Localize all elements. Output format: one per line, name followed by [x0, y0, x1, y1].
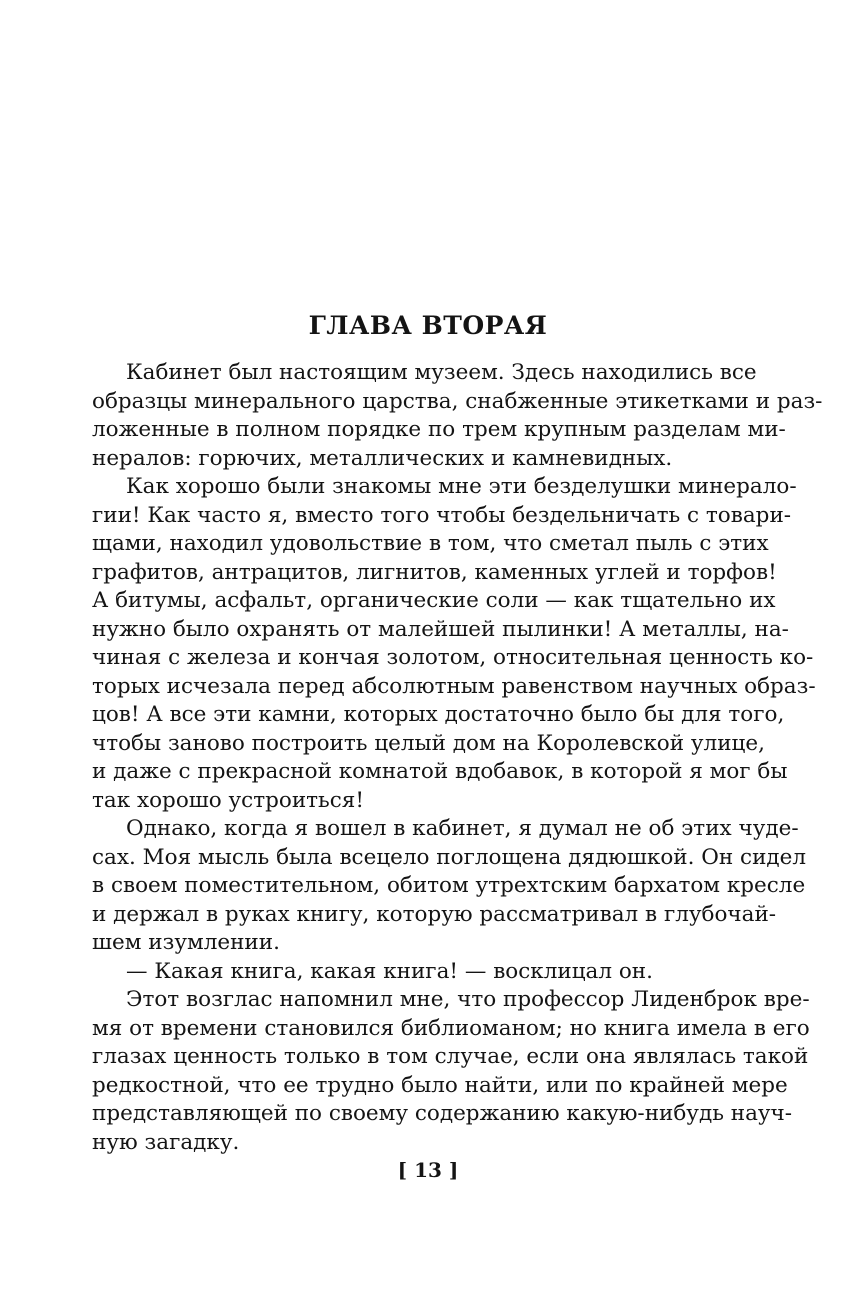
text-line: чтобы заново построить целый дом на Королевской улице,: [92, 730, 765, 756]
text-line: в своем поместительном, обитом утрехтским бархатом кресле: [92, 873, 806, 898]
text-line: и даже с прекрасной комнатой вдобавок, в которой я мог бы: [92, 759, 788, 784]
text-line: мя от времени становился библиоманом; но книга имела в его: [92, 1015, 810, 1041]
text-line: и держал в руках книгу, которую рассматривал в глубочай-: [92, 901, 777, 927]
page-number: [ 13 ]: [397, 1158, 459, 1182]
text-line: А битумы, асфальт, органические соли — как тщательно их: [92, 588, 776, 613]
text-line: так хорошо устроиться!: [92, 787, 364, 813]
text-line: образцы минерального царства, снабженные этикетками и раз-: [92, 388, 823, 414]
text-line: гии! Как часто я, вместо того чтобы бездельничать с товари-: [92, 502, 792, 528]
text-line: торых исчезала перед абсолютным равенством научных образ-: [92, 673, 816, 699]
text-line: чиная с железа и кончая золотом, относительная ценность ко-: [92, 645, 814, 670]
text-line: графитов, антрацитов, лигнитов, каменных углей и торфов!: [92, 559, 777, 585]
text-line: глазах ценность только в том случае, если она являлась такой: [92, 1044, 809, 1069]
text-line: представляющей по своему содержанию какую-нибудь науч-: [92, 1101, 793, 1126]
text-line: щами, находил удовольствие в том, что сметал пыль с этих: [92, 531, 769, 556]
text-line: Этот возглас напомнил мне, что профессор Лиденброк вре-: [126, 987, 810, 1012]
text-line: цов! А все эти камни, которых достаточно было бы для того,: [92, 702, 785, 727]
text-line: ную загадку.: [92, 1129, 240, 1155]
chapter-title: ГЛАВА ВТОРАЯ: [308, 311, 548, 340]
text-line: нералов: горючих, металлических и камневидных.: [92, 445, 673, 471]
text-line: шем изумлении.: [92, 930, 280, 955]
text-line: сах. Моя мысль была всецело поглощена дядюшкой. Он сидел: [92, 844, 807, 870]
text-line: нужно было охранять от малейшей пылинки! А металлы, на-: [92, 616, 789, 642]
text-line: Однако, когда я вошел в кабинет, я думал не об этих чуде-: [126, 816, 799, 841]
text-line: редкостной, что ее трудно было найти, или по крайней мере: [92, 1072, 788, 1098]
text-line: — Какая книга, какая книга! — восклицал он.: [126, 958, 653, 984]
text-line: ложенные в полном порядке по трем крупным разделам ми-: [92, 417, 786, 442]
text-line: Как хорошо были знакомы мне эти безделушки минерало-: [126, 474, 797, 499]
body-text: [92, 359, 823, 1157]
text-line: Кабинет был настоящим музеем. Здесь находились все: [126, 360, 757, 385]
